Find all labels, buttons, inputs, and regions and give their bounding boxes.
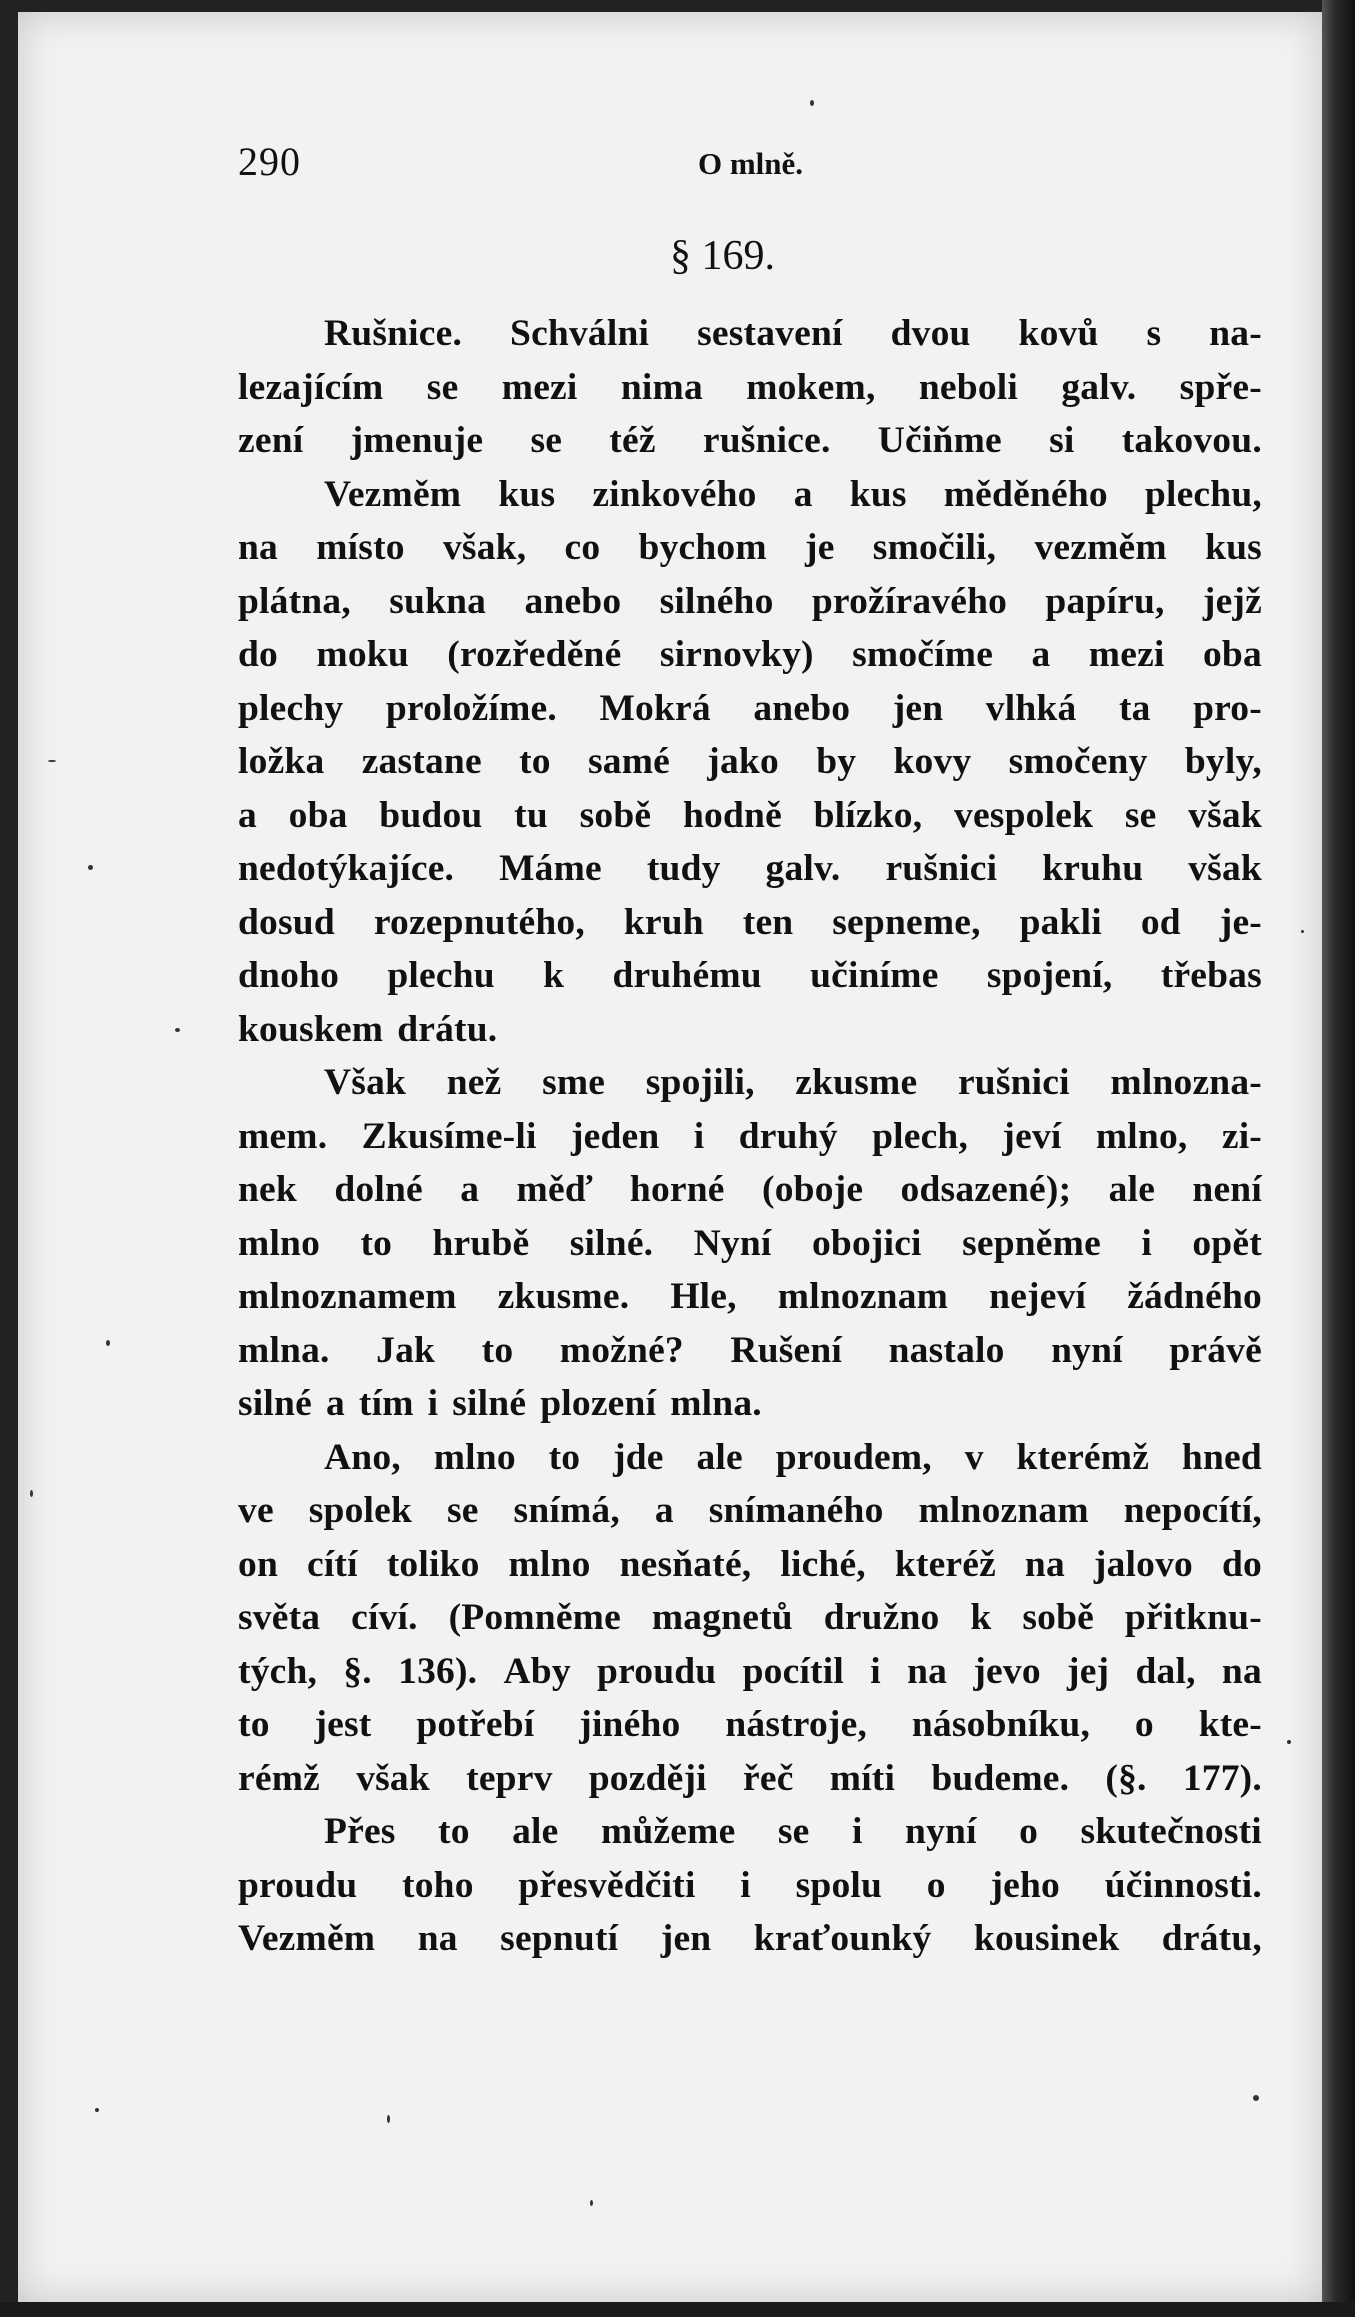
text-word: na: [907, 1650, 948, 1692]
text-word: vlhká: [985, 687, 1077, 729]
text-line: [238, 1056, 1262, 1110]
text-word: byly,: [1184, 741, 1262, 782]
text-word: cítí: [306, 1543, 358, 1585]
text-word: se: [426, 366, 459, 408]
text-word: §.: [343, 1650, 372, 1692]
text-word: silné: [238, 1383, 312, 1424]
text-word: zkusme: [795, 1062, 918, 1103]
text-line: [238, 842, 1262, 896]
text-word: na: [417, 1918, 458, 1959]
text-line: [238, 1324, 1262, 1378]
text-word: ložka: [238, 741, 325, 782]
text-line: [238, 1163, 1262, 1217]
text-word: plechy: [238, 687, 344, 729]
text-word: jmenuje: [350, 420, 484, 461]
text-word: jen: [892, 687, 944, 729]
scan-speck: [1253, 2095, 1259, 2101]
text-word: plechu: [387, 955, 495, 996]
text-word: třebas: [1160, 955, 1262, 996]
text-word: kteréž: [894, 1543, 996, 1585]
running-head: O mlně.: [698, 146, 804, 181]
text-word: mlna.: [670, 1383, 762, 1424]
text-line: [238, 521, 1262, 575]
text-word: Máme: [499, 848, 602, 889]
text-word: on: [238, 1543, 279, 1585]
text-word: právě: [1169, 1329, 1262, 1371]
text-word: i: [740, 1864, 751, 1906]
page-edge-shadow: [1322, 0, 1355, 2317]
text-word: a: [793, 473, 813, 515]
scan-speck: [106, 1340, 110, 1346]
text-word: budeme.: [931, 1757, 1070, 1799]
text-word: mlnoznamem: [238, 1276, 457, 1317]
scan-speck: [1301, 930, 1304, 933]
text-word: oba: [1202, 634, 1262, 675]
text-word: mem.: [238, 1115, 328, 1157]
text-word: mezi: [501, 366, 578, 408]
text-word: řeč: [743, 1757, 794, 1799]
text-line: [238, 1003, 1262, 1057]
text-word: ten: [742, 901, 794, 943]
section-heading: § 169.: [670, 233, 775, 279]
text-word: a: [238, 794, 257, 836]
text-word: Hle,: [670, 1276, 737, 1317]
text-word: bychom: [638, 527, 767, 568]
scan-speck: [95, 2108, 99, 2112]
text-word: spolu: [795, 1864, 883, 1906]
text-word: i: [870, 1650, 881, 1692]
text-line: [238, 896, 1262, 950]
text-word: učiníme: [810, 955, 939, 996]
text-word: to: [481, 1329, 514, 1371]
text-word: (oboje: [762, 1169, 864, 1210]
text-word: do: [1221, 1543, 1262, 1585]
text-word: spojili,: [645, 1062, 755, 1103]
text-line: [238, 1698, 1262, 1752]
text-word: Nyní: [693, 1222, 772, 1264]
text-word: jalovo: [1093, 1543, 1193, 1585]
text-line: [238, 735, 1262, 789]
text-word: nek: [238, 1169, 297, 1210]
text-word: kus: [849, 473, 907, 515]
text-word: cíví.: [351, 1597, 418, 1638]
text-word: spolek: [308, 1490, 413, 1531]
text-word: ale: [696, 1436, 743, 1478]
text-word: tudy: [646, 848, 721, 889]
text-line: [238, 468, 1262, 522]
text-word: sme: [542, 1062, 606, 1103]
text-word: potřebí: [416, 1704, 535, 1745]
text-word: mlno: [238, 1222, 321, 1264]
text-word: blízko,: [813, 794, 923, 836]
text-line: [238, 1484, 1262, 1538]
text-word: moku: [316, 634, 409, 675]
text-word: sepnutí: [500, 1918, 619, 1959]
text-word: k: [543, 955, 565, 996]
text-word: Mokrá: [599, 687, 711, 729]
text-word: Aby: [503, 1650, 571, 1692]
text-word: rušnice.: [702, 420, 831, 461]
text-word: jevo: [973, 1650, 1041, 1692]
text-word: jejž: [1202, 580, 1262, 622]
text-word: Vezměm: [324, 473, 462, 515]
text-word: přesvědčiti: [518, 1864, 696, 1906]
text-word: snímá,: [513, 1490, 620, 1531]
text-word: jde: [613, 1436, 664, 1478]
text-word: mlnoznam: [918, 1490, 1089, 1531]
text-word: anebo: [524, 580, 622, 622]
text-word: míti: [829, 1757, 896, 1799]
text-word: mlno: [508, 1543, 591, 1585]
text-word: Rušení: [730, 1329, 843, 1371]
text-word: o: [926, 1864, 946, 1906]
text-word: jako: [707, 741, 779, 782]
text-word: plechu,: [1144, 473, 1262, 515]
text-word: zastane: [361, 741, 482, 782]
text-word: žádného: [1127, 1276, 1262, 1317]
text-word: druhému: [612, 955, 762, 996]
text-word: (§.: [1105, 1757, 1147, 1799]
text-word: tu: [514, 794, 548, 836]
text-word: sepneme,: [832, 901, 981, 943]
text-word: jeden: [570, 1115, 660, 1157]
body-text: [238, 307, 1262, 1966]
text-word: a: [654, 1490, 674, 1531]
text-word: rušnici: [885, 848, 998, 889]
text-word: místo: [316, 527, 405, 568]
text-word: silného: [659, 580, 774, 622]
text-line: [238, 1752, 1262, 1806]
text-word: je: [805, 527, 835, 568]
text-word: ve: [238, 1490, 274, 1531]
text-word: přitknu-: [1124, 1597, 1262, 1638]
text-word: nima: [620, 366, 703, 408]
text-line: [238, 1270, 1262, 1324]
text-word: zinkového: [592, 473, 757, 515]
text-word: drátu.: [397, 1008, 498, 1050]
text-word: silné.: [569, 1222, 654, 1264]
text-word: mlnozna-: [1110, 1062, 1262, 1103]
text-word: jiného: [579, 1704, 681, 1745]
scan-speck: [590, 2200, 593, 2206]
text-word: kraťounký: [753, 1918, 932, 1959]
text-word: kousinek: [973, 1918, 1120, 1959]
text-word: sepněme: [962, 1222, 1101, 1264]
text-word: není: [1192, 1169, 1262, 1210]
text-word: dal,: [1135, 1650, 1196, 1692]
text-word: se: [530, 420, 563, 461]
text-word: magnetů: [651, 1597, 793, 1638]
text-word: toho: [402, 1864, 474, 1906]
text-word: ta: [1118, 687, 1151, 729]
text-word: nástroje,: [725, 1704, 868, 1745]
text-word: pakli: [1019, 901, 1102, 943]
text-word: proudu: [238, 1864, 358, 1906]
text-word: se: [1124, 794, 1157, 836]
text-word: co: [564, 527, 601, 568]
text-word: kruhu: [1042, 848, 1144, 889]
text-word: to: [519, 741, 551, 782]
text-word: smočíme: [852, 634, 994, 675]
text-word: mlna.: [238, 1329, 330, 1371]
text-word: mlno: [433, 1436, 516, 1478]
text-word: Však: [324, 1062, 407, 1103]
text-word: na: [1221, 1650, 1262, 1692]
text-word: však: [1188, 848, 1262, 889]
text-line: [238, 1912, 1262, 1966]
text-word: hrubě: [432, 1222, 530, 1264]
text-word: zení: [238, 420, 304, 461]
text-word: jeho: [990, 1864, 1060, 1906]
text-word: plození: [540, 1383, 657, 1424]
text-word: na: [238, 527, 279, 568]
text-word: kovů: [1018, 313, 1099, 354]
text-word: skutečnosti: [1080, 1811, 1262, 1852]
text-line: [238, 1805, 1262, 1859]
text-word: prožíravého: [811, 580, 1008, 622]
text-word: sobě: [1022, 1597, 1094, 1638]
text-word: samé: [588, 741, 671, 782]
text-word: nastalo: [888, 1329, 1005, 1371]
text-word: (Pomněme: [448, 1597, 621, 1638]
text-word: druhý: [738, 1115, 838, 1157]
text-word: Rušnice.: [324, 313, 463, 354]
scan-speck: [1287, 1740, 1291, 1744]
text-word: do: [238, 634, 279, 675]
text-word: mlno,: [1095, 1115, 1188, 1157]
text-line: [238, 1591, 1262, 1645]
text-line: [238, 628, 1262, 682]
text-line: [238, 789, 1262, 843]
text-word: snímaného: [708, 1490, 884, 1531]
text-word: 177).: [1182, 1757, 1262, 1799]
text-word: papíru,: [1045, 580, 1165, 622]
text-word: jen: [660, 1918, 712, 1959]
text-word: rušnici: [957, 1062, 1070, 1103]
text-word: účinnosti.: [1104, 1864, 1262, 1906]
text-word: to: [238, 1704, 270, 1745]
text-word: rémž: [238, 1757, 320, 1799]
text-line: [238, 575, 1262, 629]
text-word: hodně: [682, 794, 782, 836]
text-word: však,: [442, 527, 527, 568]
page-number: 290: [238, 139, 301, 184]
text-word: a: [325, 1383, 345, 1424]
text-word: nyní: [1051, 1329, 1123, 1371]
text-word: i: [851, 1811, 863, 1852]
text-word: sobě: [579, 794, 652, 836]
text-word: pocítil: [742, 1650, 844, 1692]
text-word: s: [1146, 313, 1162, 354]
text-word: teprv: [466, 1757, 553, 1799]
text-word: mlnoznam: [777, 1276, 949, 1317]
text-word: násobníku,: [911, 1704, 1091, 1745]
text-word: Přes: [324, 1811, 396, 1852]
text-word: ale: [512, 1811, 559, 1852]
text-word: takovou.: [1121, 420, 1262, 461]
text-word: to: [438, 1811, 470, 1852]
text-line: [238, 1377, 1262, 1431]
text-word: o: [1134, 1704, 1154, 1745]
text-word: i: [427, 1383, 439, 1424]
text-line: [238, 1859, 1262, 1913]
text-word: proudu: [597, 1650, 717, 1692]
text-word: pro-: [1193, 687, 1262, 729]
text-word: vespolek: [954, 794, 1094, 836]
text-word: je-: [1219, 901, 1262, 943]
text-word: než: [446, 1062, 502, 1103]
text-word: světa: [238, 1597, 321, 1638]
text-word: neboli: [918, 366, 1019, 408]
text-word: nesňaté,: [619, 1543, 752, 1585]
text-word: Schválni: [510, 313, 650, 354]
text-line: [238, 1431, 1262, 1485]
text-line: [238, 361, 1262, 415]
text-word: silné: [452, 1383, 527, 1424]
text-word: se: [777, 1811, 810, 1852]
text-word: sirnovky): [659, 634, 814, 675]
text-word: Učiňme: [877, 420, 1002, 461]
text-line: [238, 414, 1262, 468]
text-word: dnoho: [238, 955, 340, 996]
text-word: lezajícím: [238, 366, 384, 408]
text-word: však: [356, 1757, 430, 1799]
text-word: mezi: [1088, 634, 1165, 675]
text-word: spře-: [1179, 366, 1262, 408]
text-word: možné?: [559, 1329, 684, 1371]
text-word: se: [446, 1490, 479, 1531]
text-word: i: [1141, 1222, 1152, 1264]
text-word: plátna,: [238, 580, 351, 622]
text-word: ale: [1108, 1169, 1156, 1210]
text-word: si: [1049, 420, 1075, 461]
text-word: liché,: [780, 1543, 866, 1585]
text-line: [238, 1110, 1262, 1164]
text-word: rozepnutého,: [373, 901, 585, 943]
text-word: měď: [516, 1169, 593, 1210]
text-word: tím: [358, 1383, 414, 1424]
text-word: o: [1019, 1811, 1039, 1852]
scan-speck: [30, 1490, 33, 1497]
scan-bottom-border: [0, 2302, 1355, 2317]
text-word: proložíme.: [385, 687, 557, 729]
text-word: dolné: [334, 1169, 423, 1210]
text-word: oba: [288, 794, 348, 836]
text-word: toliko: [386, 1543, 480, 1585]
text-word: budou: [379, 794, 483, 836]
text-line: [238, 949, 1262, 1003]
text-word: plech,: [872, 1115, 969, 1157]
text-word: horné: [629, 1169, 725, 1210]
text-word: smočili,: [872, 527, 997, 568]
text-word: k: [970, 1597, 992, 1638]
text-word: nyní: [905, 1811, 977, 1852]
text-word: jest: [314, 1704, 372, 1745]
text-word: kruh: [623, 901, 704, 943]
page-header: [238, 138, 1262, 188]
scan-speck: [88, 865, 93, 870]
text-word: hned: [1181, 1436, 1262, 1478]
text-word: sukna: [389, 580, 487, 622]
text-word: Vezměm: [238, 1918, 376, 1959]
text-word: družno: [823, 1597, 940, 1638]
text-word: jej: [1067, 1650, 1110, 1692]
text-word: kterémž: [1016, 1436, 1150, 1478]
text-word: opět: [1192, 1222, 1262, 1264]
text-word: nepocítí,: [1123, 1490, 1262, 1531]
text-word: zkusme.: [497, 1276, 630, 1317]
text-word: Ano,: [324, 1436, 401, 1478]
text-word: dvou: [890, 313, 971, 354]
text-word: a: [460, 1169, 480, 1210]
text-word: obojici: [811, 1222, 922, 1264]
text-word: odsazené);: [900, 1169, 1072, 1210]
text-word: kus: [1205, 527, 1262, 568]
scan-speck: [175, 1028, 180, 1032]
text-word: a: [1031, 634, 1051, 675]
scan-speck: [48, 760, 56, 762]
text-word: spojení,: [986, 955, 1113, 996]
text-word: dosud: [238, 901, 335, 943]
scan-speck: [810, 100, 814, 106]
text-line: [238, 682, 1262, 736]
text-word: nejeví: [989, 1276, 1087, 1317]
text-word: Jak: [376, 1329, 436, 1371]
text-word: od: [1140, 901, 1181, 943]
text-word: kovy: [893, 741, 972, 782]
text-word: Zkusíme-li: [361, 1115, 537, 1157]
text-word: to: [360, 1222, 393, 1264]
scan-speck: [387, 2115, 390, 2123]
text-word: kouskem: [238, 1008, 384, 1050]
text-word: (rozředěné: [447, 634, 622, 675]
text-word: 136).: [398, 1650, 478, 1692]
text-word: jeví: [1002, 1115, 1062, 1157]
text-word: v: [964, 1436, 984, 1478]
text-line: [238, 1217, 1262, 1271]
text-line: [238, 1645, 1262, 1699]
text-word: vezměm: [1034, 527, 1167, 568]
text-word: nedotýkajíce.: [238, 848, 455, 889]
text-line: [238, 307, 1262, 361]
text-word: však: [1188, 794, 1262, 836]
text-word: též: [609, 420, 656, 461]
text-word: by: [816, 741, 857, 782]
text-word: měděného: [943, 473, 1108, 515]
text-word: i: [693, 1115, 705, 1157]
text-word: galv.: [1061, 366, 1137, 408]
text-word: kus: [498, 473, 556, 515]
text-word: galv.: [765, 848, 841, 889]
text-word: můžeme: [600, 1811, 736, 1852]
text-word: anebo: [753, 687, 851, 729]
text-word: to: [548, 1436, 581, 1478]
text-word: mokem,: [746, 366, 876, 408]
text-word: kte-: [1198, 1704, 1262, 1745]
text-word: na-: [1209, 313, 1262, 354]
text-word: zi-: [1221, 1115, 1262, 1157]
text-word: na: [1024, 1543, 1065, 1585]
text-word: proudem,: [775, 1436, 932, 1478]
text-word: tých,: [238, 1650, 318, 1692]
text-word: později: [588, 1757, 707, 1799]
text-line: [238, 1538, 1262, 1592]
text-word: sestavení: [697, 313, 843, 354]
text-word: drátu,: [1161, 1918, 1262, 1959]
text-word: smočeny: [1008, 741, 1148, 782]
